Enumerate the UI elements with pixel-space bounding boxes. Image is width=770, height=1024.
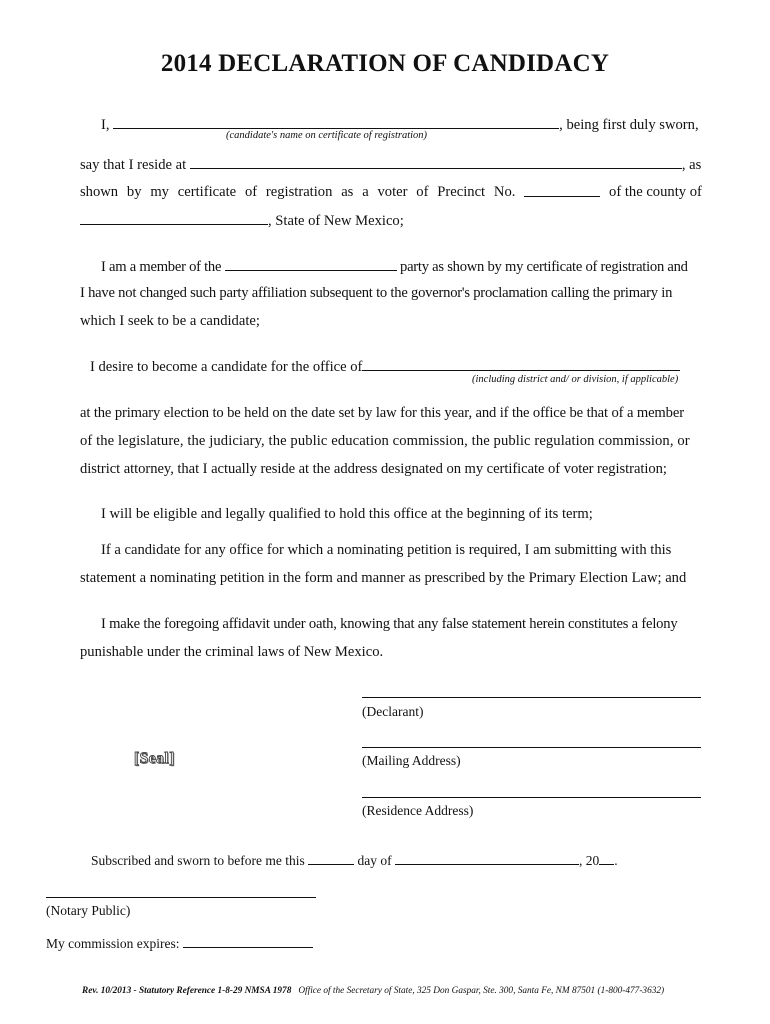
precinct-number-field[interactable] xyxy=(524,183,600,197)
desire-text: I desire to become a candidate for the office of xyxy=(90,359,363,375)
candidate-name-field[interactable] xyxy=(113,115,559,129)
shown-by-word: my xyxy=(150,184,169,200)
affidavit-line-1: I make the foregoing affidavit under oath, knowing that any false statement herein constitutes a felony xyxy=(101,616,678,632)
shown-by-word: Precinct xyxy=(437,184,486,200)
eligibility-text: I will be eligible and legally qualified to hold this office at the beginning of its term; xyxy=(101,506,593,522)
member-of-text: I am a member of the xyxy=(101,259,222,275)
declarant-label: (Declarant) xyxy=(362,704,424,719)
seal-stamp: [Seal] xyxy=(134,750,175,767)
year-field[interactable] xyxy=(599,851,614,865)
affidavit-line-2: punishable under the criminal laws of New Mexico. xyxy=(80,644,384,660)
reside-at-label: say that I reside at xyxy=(80,157,187,173)
office-line-1: at the primary election to be held on the date set by law for this year, and if the office be that of a member xyxy=(80,405,684,421)
year-prefix-text: , 20 xyxy=(578,853,600,868)
footer-revision: Rev. 10/2013 - Statutory Reference 1-8-29 NMSA 1978 xyxy=(82,986,292,996)
day-field[interactable] xyxy=(308,851,354,865)
shown-by-word: by xyxy=(126,184,142,200)
footer-office: Office of the Secretary of State, 325 Don Gaspar, Ste. 300, Santa Fe, NM 87501 (1-800-477-3632) xyxy=(298,986,665,996)
shown-by-word: registration xyxy=(265,184,333,200)
petition-line-2: statement a nominating petition in the form and manner as prescribed by the Primary Election Law; and xyxy=(80,570,687,586)
candidate-name-caption: (candidate's name on certificate of registration) xyxy=(226,130,428,141)
mailing-address-label: (Mailing Address) xyxy=(362,753,461,768)
county-field[interactable] xyxy=(80,211,268,225)
declarant-signature-line[interactable] xyxy=(362,697,701,698)
party-line-3: which I seek to be a candidate; xyxy=(80,313,260,329)
mailing-address-line[interactable] xyxy=(362,747,701,748)
commission-row xyxy=(46,934,313,953)
county-row xyxy=(80,211,404,230)
party-field[interactable] xyxy=(225,257,397,271)
shown-by-word: shown xyxy=(80,184,119,200)
state-text: , State of New Mexico; xyxy=(268,213,404,229)
shown-by-word: certificate xyxy=(177,184,237,200)
office-line-3: district attorney, that I actually reside at the address designated on my certificate of voter registration; xyxy=(80,461,667,477)
as-text: , as xyxy=(681,157,702,173)
shown-by-word: of xyxy=(244,184,258,200)
subscribed-text: Subscribed and sworn to before me this xyxy=(91,853,305,868)
shown-by-word: No. xyxy=(493,184,516,200)
day-of-text: day of xyxy=(357,853,392,868)
commission-label: My commission expires: xyxy=(46,936,180,951)
party-line-2: I have not changed such party affiliation subsequent to the governor's proclamation calling the primary in xyxy=(80,285,673,301)
residence-address-label: (Residence Address) xyxy=(362,803,474,818)
office-field[interactable] xyxy=(362,357,680,371)
residence-row xyxy=(80,155,701,174)
subscribed-end: . xyxy=(614,853,618,868)
of-county-text: of the county of xyxy=(609,184,702,200)
subscribed-row xyxy=(91,851,618,870)
footer xyxy=(82,986,664,996)
office-line-2: of the legislature, the judiciary, the public education commission, the public regulation commission, or xyxy=(80,433,690,449)
shown-by-word: as xyxy=(341,184,354,200)
notary-label: (Notary Public) xyxy=(46,903,131,918)
commission-expires-field[interactable] xyxy=(183,934,313,948)
page-title: 2014 DECLARATION OF CANDIDACY xyxy=(160,50,610,77)
residence-address-line[interactable] xyxy=(362,797,701,798)
party-row xyxy=(101,257,688,276)
party-as-shown-text: party as shown by my certificate of registration and xyxy=(400,259,688,275)
residence-address-field[interactable] xyxy=(190,155,682,169)
shown-by-word: a xyxy=(362,184,369,200)
shown-by-word: voter xyxy=(377,184,408,200)
petition-line-1: If a candidate for any office for which a nominating petition is required, I am submitting with this xyxy=(101,542,672,558)
office-caption: (including district and/ or division, if applicable) xyxy=(472,374,679,385)
being-sworn-text: , being first duly sworn, xyxy=(559,117,699,133)
shown-by-word: of xyxy=(416,184,429,200)
month-field[interactable] xyxy=(395,851,579,865)
notary-signature-line[interactable] xyxy=(46,897,316,898)
i-label: I, xyxy=(101,117,110,133)
precinct-row xyxy=(80,183,702,201)
